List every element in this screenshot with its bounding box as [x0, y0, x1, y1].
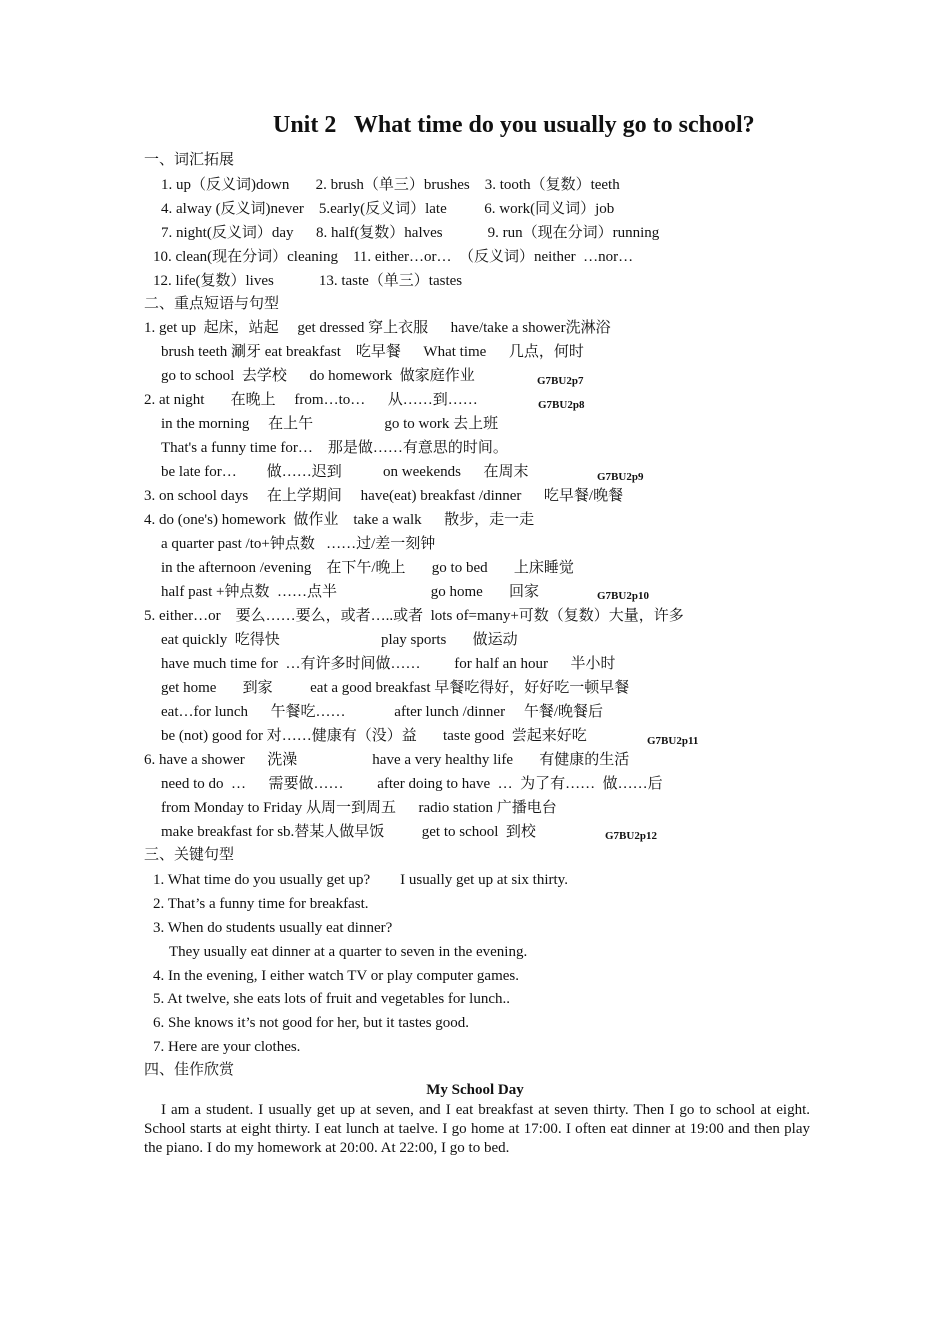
vocab-line: 4. alway (反义词)never 5.early(反义词）late 6. work(同义词）job — [161, 201, 615, 217]
phrase-line: a quarter past /to+钟点数 ……过/差一刻钟 — [161, 536, 436, 552]
page-reference: G7BU2p10 — [597, 590, 649, 602]
phrase-line: 4. do (one's) homework 做作业 take a walk 散步，走一走 — [144, 512, 535, 528]
sentence-line: 7. Here are your clothes. — [153, 1039, 301, 1055]
phrase-line: 1. get up 起床，站起 get dressed 穿上衣服 have/take a shower洗淋浴 — [144, 320, 611, 336]
phrase-line: 2. at night 在晚上 from…to… 从……到…… — [144, 392, 478, 408]
phrase-line: 6. have a shower 洗澡 have a very healthy life 有健康的生活 — [144, 752, 630, 768]
page-reference: G7BU2p12 — [605, 830, 657, 842]
phrase-line: get home 到家 eat a good breakfast 早餐吃得好，好好吃一顿早餐 — [161, 680, 630, 696]
phrase-line: in the morning 在上午 go to work 去上班 — [161, 416, 499, 432]
phrase-line: That's a funny time for… 那是做……有意思的时间。 — [161, 440, 508, 456]
phrase-line: have much time for …有许多时间做…… for half an hour 半小时 — [161, 656, 616, 672]
page-reference: G7BU2p9 — [597, 471, 644, 483]
vocab-line: 10. clean(现在分词）cleaning 11. either…or… （反义词）neither …nor… — [153, 249, 634, 265]
phrase-line: eat…for lunch 午餐吃…… after lunch /dinner 午餐/晚餐后 — [161, 704, 604, 720]
vocab-line: 12. life(复数）lives 13. taste（单三）tastes — [153, 273, 463, 289]
phrase-line: eat quickly 吃得快 play sports 做运动 — [161, 632, 518, 648]
sentence-line: 3. When do students usually eat dinner? — [153, 920, 393, 936]
page-reference: G7BU2p8 — [538, 399, 585, 411]
phrase-line: be late for… 做……迟到 on weekends 在周末 — [161, 464, 529, 480]
section-heading-key-sentences: 三、关键句型 — [144, 847, 235, 863]
phrase-line: make breakfast for sb.替某人做早饭 get to school 到校 — [161, 824, 536, 840]
essay-title: My School Day — [426, 1082, 524, 1098]
phrase-line: in the afternoon /evening 在下午/晚上 go to bed 上床睡觉 — [161, 560, 574, 576]
phrase-line: need to do … 需要做…… after doing to have … 为了有…… 做……后 — [161, 776, 663, 792]
phrase-line: go to school 去学校 do homework 做家庭作业 — [161, 368, 475, 384]
sentence-line: 2. That’s a funny time for breakfast. — [153, 896, 369, 912]
sentence-line: 5. At twelve, she eats lots of fruit and vegetables for lunch.. — [153, 991, 510, 1007]
sentence-line: 1. What time do you usually get up? I usually get up at six thirty. — [153, 872, 568, 888]
page-title: Unit 2 What time do you usually go to school? — [273, 112, 755, 138]
phrase-line: half past +钟点数 ……点半 go home 回家 — [161, 584, 540, 600]
phrase-line: from Monday to Friday 从周一到周五 radio station 广播电台 — [161, 800, 557, 816]
vocab-line: 1. up（反义词)down 2. brush（单三）brushes 3. tooth（复数）teeth — [161, 177, 620, 193]
sentence-line: 4. In the evening, I either watch TV or play computer games. — [153, 968, 519, 984]
phrase-line: 5. either…or 要么……要么，或者…..或者 lots of=many+可数（复数）大量，许多 — [144, 608, 684, 624]
section-heading-phrases: 二、重点短语与句型 — [144, 296, 280, 312]
sentence-line: They usually eat dinner at a quarter to seven in the evening. — [169, 944, 528, 960]
phrase-line: 3. on school days 在上学期间 have(eat) breakfast /dinner 吃早餐/晚餐 — [144, 488, 624, 504]
vocab-line: 7. night(反义词）day 8. half(复数）halves 9. run（现在分词）running — [161, 225, 660, 241]
page-reference: G7BU2p11 — [647, 735, 699, 747]
essay-body: I am a student. I usually get up at seven, and I eat breakfast at seven thirty. Then I go to school at eight. School starts at eight thirty. I eat lunch at taelve. I go home at 17:00. I often eat dinner at 19:00 and then play the piano. I do my homework at 20:00. At 22:00, I go to bed. — [144, 1102, 810, 1156]
phrase-line: brush teeth 涮牙 eat breakfast 吃早餐 What time 几点，何时 — [161, 344, 584, 360]
phrase-line: be (not) good for 对……健康有（没）益 taste good 尝起来好吃 — [161, 728, 587, 744]
section-heading-model-essay: 四、佳作欣赏 — [144, 1062, 235, 1078]
page-reference: G7BU2p7 — [537, 375, 584, 387]
sentence-line: 6. She knows it’s not good for her, but it tastes good. — [153, 1015, 470, 1031]
section-heading-vocabulary: 一、词汇拓展 — [144, 152, 235, 168]
